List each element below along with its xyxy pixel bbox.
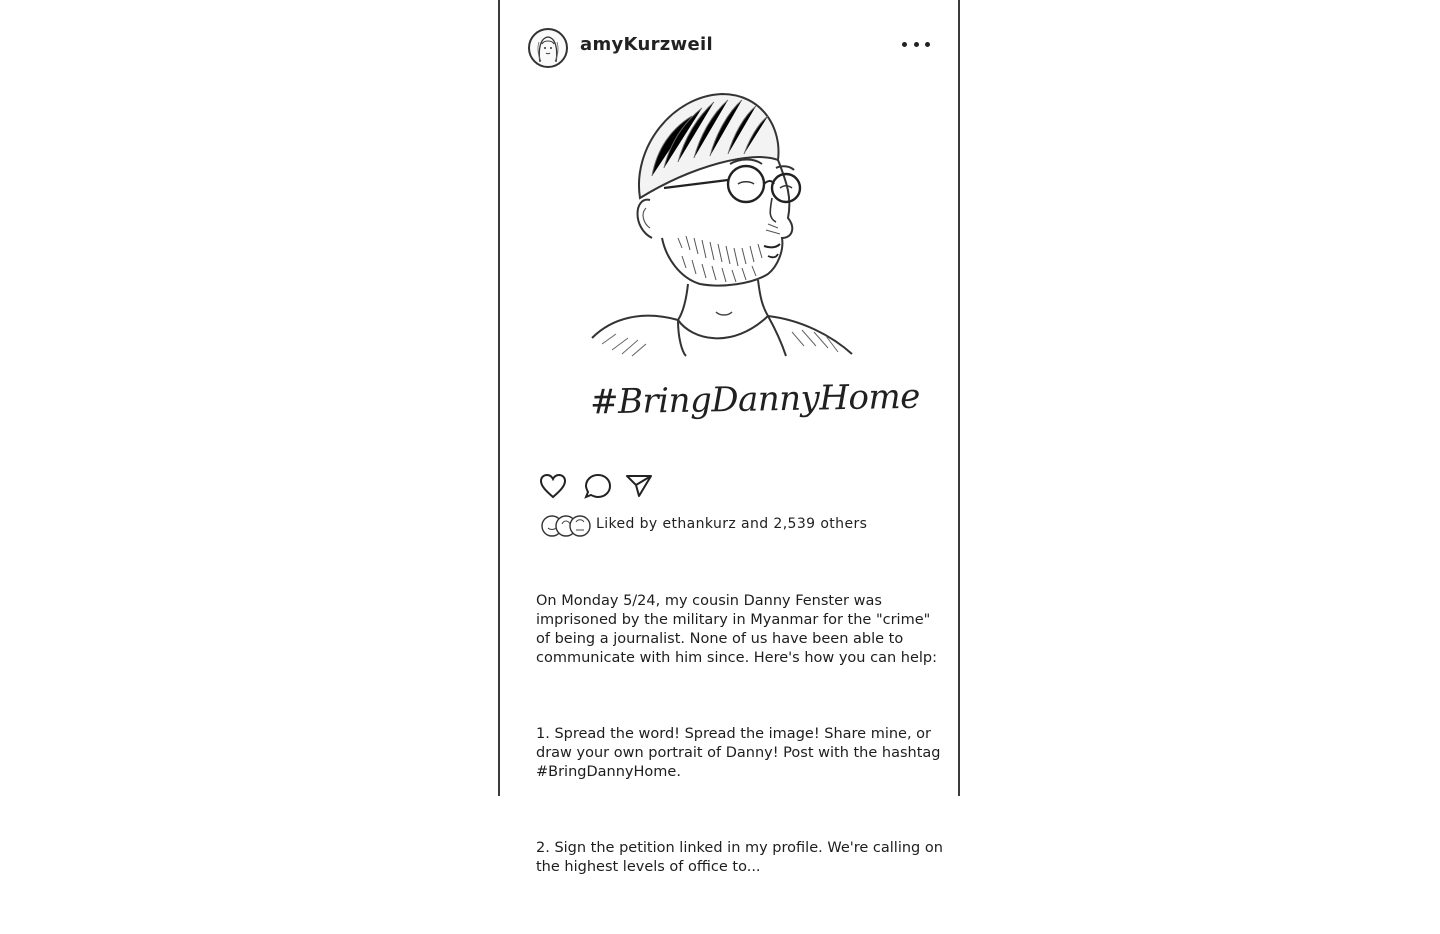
username[interactable]: amyKurzweil xyxy=(580,34,713,55)
likes-text[interactable]: Liked by ethankurz and 2,539 others xyxy=(596,516,868,532)
liker-avatars-icon[interactable] xyxy=(540,514,592,538)
post-actions xyxy=(538,471,678,501)
comment-icon[interactable] xyxy=(583,471,613,501)
caption-paragraph-2: 1. Spread the word! Spread the image! Share mine, or draw your own portrait of Danny! Post with the hashtag #BringDannyHome. xyxy=(536,726,946,780)
caption-paragraph-3: 2. Sign the petition linked in my profile. We're calling on the highest levels of office to... xyxy=(536,840,948,875)
profile-avatar[interactable] xyxy=(528,28,568,68)
likes-row xyxy=(540,513,920,539)
portrait-hashtag-lettering: #BringDannyHome xyxy=(589,376,921,423)
avatar-sketch-icon xyxy=(530,30,566,66)
caption-paragraph-1: On Monday 5/24, my cousin Danny Fenster was imprisoned by the military in Myanmar for the "crime" of being a journalist. None of us have been able to communicate with him since. Here's how you can help: xyxy=(536,593,937,666)
instagram-post-frame xyxy=(498,0,960,875)
post-caption xyxy=(536,554,948,934)
heart-icon[interactable] xyxy=(538,471,568,501)
portrait-illustration xyxy=(582,88,882,388)
post-header xyxy=(528,28,938,68)
more-options-icon[interactable] xyxy=(902,32,930,56)
send-icon[interactable] xyxy=(624,471,654,501)
